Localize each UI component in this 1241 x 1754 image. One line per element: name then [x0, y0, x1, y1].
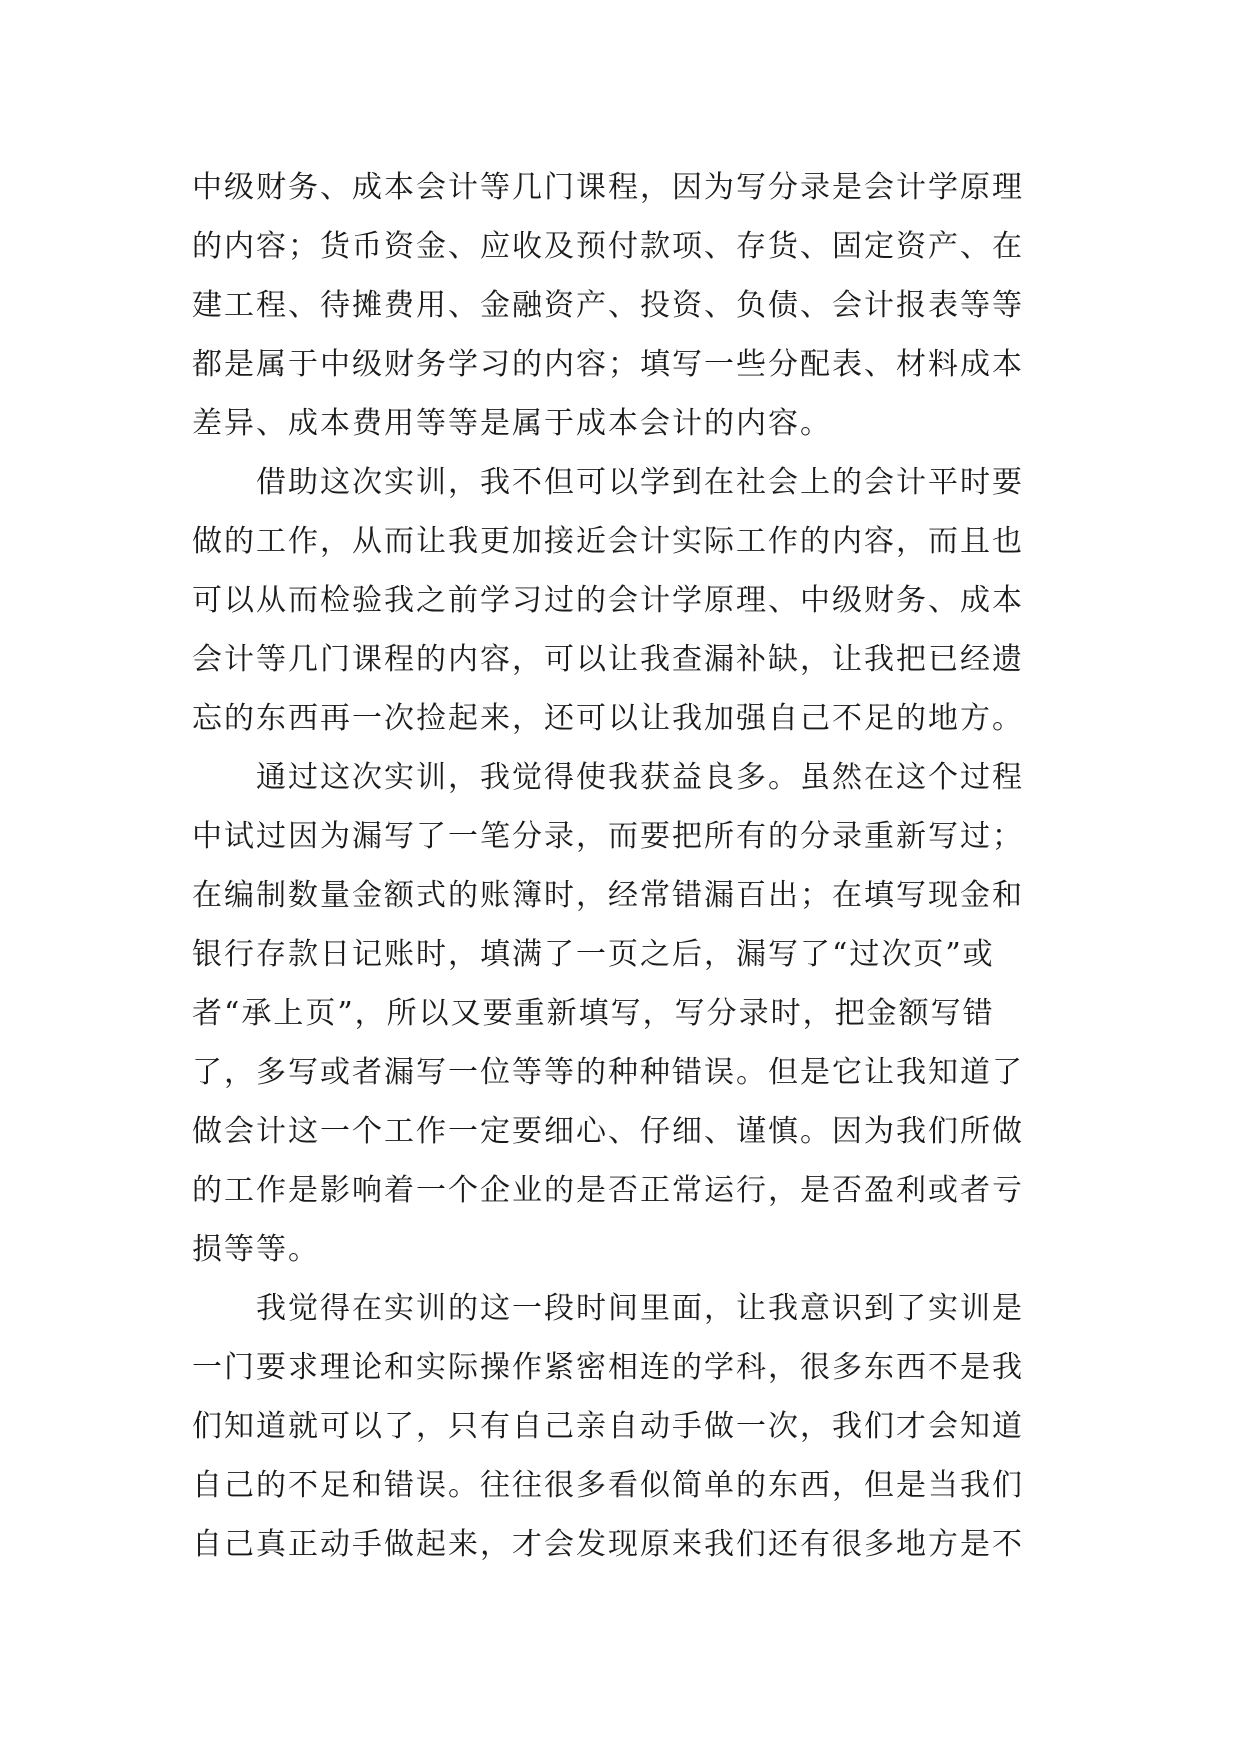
- text-line: 们知道就可以了，只有自己亲自动手做一次，我们才会知道: [192, 1409, 1024, 1444]
- text-line: 忘的东西再一次捡起来，还可以让我加强自己不足的地方。: [192, 701, 1024, 736]
- text-line: 自己真正动手做起来，才会发现原来我们还有很多地方是不: [192, 1527, 1024, 1562]
- text-line: 借助这次实训，我不但可以学到在社会上的会计平时要: [256, 465, 1024, 500]
- text-line: 我觉得在实训的这一段时间里面，让我意识到了实训是: [256, 1291, 1024, 1326]
- body-text: [192, 158, 1072, 1574]
- text-line: 了，多写或者漏写一位等等的种种错误。但是它让我知道了: [192, 1055, 1024, 1090]
- text-line: 自己的不足和错误。往往很多看似简单的东西，但是当我们: [192, 1468, 1024, 1503]
- text-line: 差异、成本费用等等是属于成本会计的内容。: [192, 406, 832, 441]
- text-line: 在编制数量金额式的账簿时，经常错漏百出；在填写现金和: [192, 878, 1024, 913]
- text-line: 损等等。: [192, 1232, 320, 1267]
- text-line: 一门要求理论和实际操作紧密相连的学科，很多东西不是我: [192, 1350, 1024, 1385]
- text-line: 者“承上页”，所以又要重新填写，写分录时，把金额写错: [192, 996, 995, 1031]
- text-line: 的内容；货币资金、应收及预付款项、存货、固定资产、在: [192, 229, 1024, 264]
- text-line: 做的工作，从而让我更加接近会计实际工作的内容，而且也: [192, 524, 1024, 559]
- text-line: 都是属于中级财务学习的内容；填写一些分配表、材料成本: [192, 347, 1024, 382]
- text-line: 做会计这一个工作一定要细心、仔细、谨慎。因为我们所做: [192, 1114, 1024, 1149]
- text-line: 建工程、待摊费用、金融资产、投资、负债、会计报表等等: [192, 288, 1024, 323]
- text-line: 中级财务、成本会计等几门课程，因为写分录是会计学原理: [192, 170, 1024, 205]
- text-line: 可以从而检验我之前学习过的会计学原理、中级财务、成本: [192, 583, 1024, 618]
- text-line: 银行存款日记账时，填满了一页之后，漏写了“过次页”或: [192, 937, 995, 972]
- text-line: 中试过因为漏写了一笔分录，而要把所有的分录重新写过；: [192, 819, 1024, 854]
- text-line: 的工作是影响着一个企业的是否正常运行，是否盈利或者亏: [192, 1173, 1024, 1208]
- text-line: 通过这次实训，我觉得使我获益良多。虽然在这个过程: [256, 760, 1024, 795]
- text-line: 会计等几门课程的内容，可以让我查漏补缺，让我把已经遗: [192, 642, 1024, 677]
